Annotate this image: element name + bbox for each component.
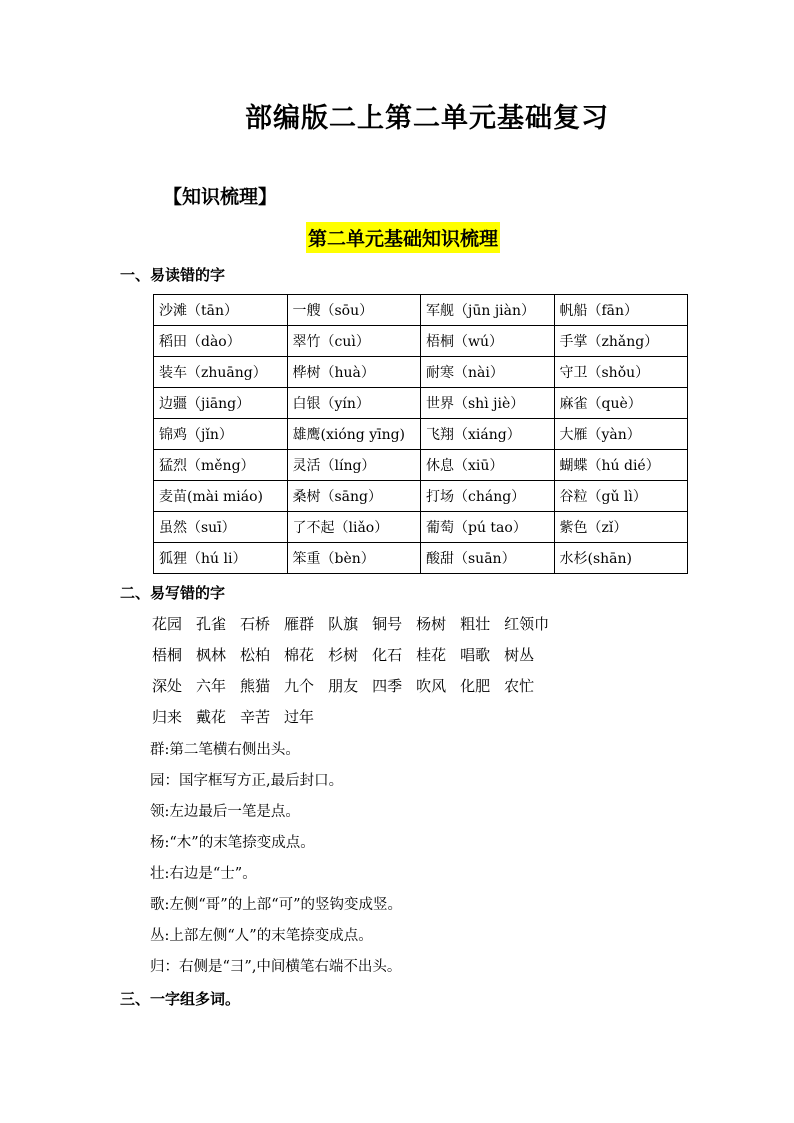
word-line (152, 675, 548, 696)
word-item: 熊猫 (240, 677, 271, 695)
table-cell: 稻田（dào） (154, 326, 288, 357)
table-cell: 锦鸡（jǐn） (154, 419, 288, 450)
word-item: 红领巾 (504, 615, 550, 633)
word-item: 吹风 (416, 677, 447, 695)
table-cell: 装车（zhuāng） (154, 357, 288, 388)
word-item: 粗壮 (460, 615, 491, 633)
word-item: 花园 (152, 615, 183, 633)
word-item: 六年 (196, 677, 227, 695)
pinyin-table (153, 294, 688, 574)
word-item: 唱歌 (460, 646, 491, 664)
table-row (154, 419, 688, 450)
table-row (154, 512, 688, 543)
word-item: 棉花 (284, 646, 315, 664)
table-cell: 葡萄（pú tao） (421, 512, 555, 543)
note-line: 归：右侧是“彐”,中间横笔右端不出头。 (150, 959, 402, 975)
table-cell: 耐寒（nài） (421, 357, 555, 388)
table-cell: 谷粒（gǔ lì） (554, 481, 688, 512)
table-cell: 翠竹（cuì） (287, 326, 421, 357)
note-line: 杨:“木”的末笔捺变成点。 (150, 835, 315, 851)
word-item: 铜号 (372, 615, 403, 633)
table-cell: 世界（shì jiè） (421, 388, 555, 419)
table-cell: 紫色（zǐ） (554, 512, 688, 543)
word-item: 农忙 (504, 677, 535, 695)
table-cell: 蝴蝶（hú dié） (554, 450, 688, 481)
note-line: 园：国字框写方正,最后封口。 (150, 773, 344, 789)
table-cell: 一艘（sōu） (287, 295, 421, 326)
table-row (154, 388, 688, 419)
table-cell: 梧桐（wú） (421, 326, 555, 357)
word-item: 深处 (152, 677, 183, 695)
word-item: 朋友 (328, 677, 359, 695)
word-item: 杉树 (328, 646, 359, 664)
word-item: 辛苦 (240, 708, 271, 726)
note-line: 壮:右边是“士”。 (150, 866, 257, 882)
word-item: 九个 (284, 677, 315, 695)
table-cell: 打场（cháng） (421, 481, 555, 512)
table-cell: 笨重（bèn） (287, 543, 421, 574)
table-cell: 手掌（zhǎng） (554, 326, 688, 357)
table-row (154, 481, 688, 512)
table-cell: 边疆（jiāng） (154, 388, 288, 419)
table-cell: 休息（xiū） (421, 450, 555, 481)
word-line (152, 644, 548, 665)
word-item: 戴花 (196, 708, 227, 726)
table-cell: 酸甜（suān） (421, 543, 555, 574)
word-item: 归来 (152, 708, 183, 726)
word-item: 树丛 (504, 646, 535, 664)
word-item: 杨树 (416, 615, 447, 633)
table-cell: 白银（yín） (287, 388, 421, 419)
part2-heading: 二、易写错的字 (120, 584, 226, 602)
table-cell: 飞翔（xiáng） (421, 419, 555, 450)
note-line: 丛:上部左侧“人”的末笔捺变成点。 (150, 928, 373, 944)
word-item: 石桥 (240, 615, 271, 633)
page-title: 部编版二上第二单元基础复习 (245, 103, 609, 134)
word-item: 过年 (284, 708, 315, 726)
table-row (154, 326, 688, 357)
word-item: 雁群 (284, 615, 315, 633)
note-line: 领:左边最后一笔是点。 (150, 804, 300, 820)
word-line (152, 706, 328, 727)
table-cell: 虽然（suī） (154, 512, 288, 543)
table-cell: 守卫（shǒu） (554, 357, 688, 388)
section-header: 【知识梳理】 (163, 186, 278, 208)
word-item: 孔雀 (196, 615, 227, 633)
part1-heading: 一、易读错的字 (120, 266, 226, 284)
table-cell: 水杉(shān) (554, 543, 688, 574)
word-item: 化肥 (460, 677, 491, 695)
table-cell: 猛烈（měng） (154, 450, 288, 481)
table-cell: 麻雀（què） (554, 388, 688, 419)
note-line: 群:第二笔横右侧出头。 (150, 742, 300, 758)
table-cell: 帆船（fān） (554, 295, 688, 326)
word-item: 队旗 (328, 615, 359, 633)
table-cell: 军舰（jūn jiàn） (421, 295, 555, 326)
word-item: 桂花 (416, 646, 447, 664)
word-item: 四季 (372, 677, 403, 695)
word-line (152, 613, 563, 634)
table-row (154, 295, 688, 326)
table-cell: 桑树（sāng） (287, 481, 421, 512)
table-row (154, 543, 688, 574)
note-line: 歌:左侧“哥”的上部“可”的竖钩变成竖。 (150, 897, 403, 913)
word-item: 松柏 (240, 646, 271, 664)
word-item: 化石 (372, 646, 403, 664)
table-cell: 灵活（líng） (287, 450, 421, 481)
table-row (154, 450, 688, 481)
table-cell: 麦苗(mài miáo) (154, 481, 288, 512)
table-cell: 雄鹰(xióng yīng) (287, 419, 421, 450)
table-row (154, 357, 688, 388)
table-cell: 了不起（liǎo） (287, 512, 421, 543)
table-cell: 大雁（yàn） (554, 419, 688, 450)
table-cell: 桦树（huà） (287, 357, 421, 388)
table-cell: 狐狸（hú li） (154, 543, 288, 574)
table-cell: 沙滩（tān） (154, 295, 288, 326)
word-item: 梧桐 (152, 646, 183, 664)
word-item: 枫林 (196, 646, 227, 664)
highlight-title: 第二单元基础知识梳理 (306, 222, 500, 253)
part3-heading: 三、一字组多词。 (120, 990, 241, 1008)
